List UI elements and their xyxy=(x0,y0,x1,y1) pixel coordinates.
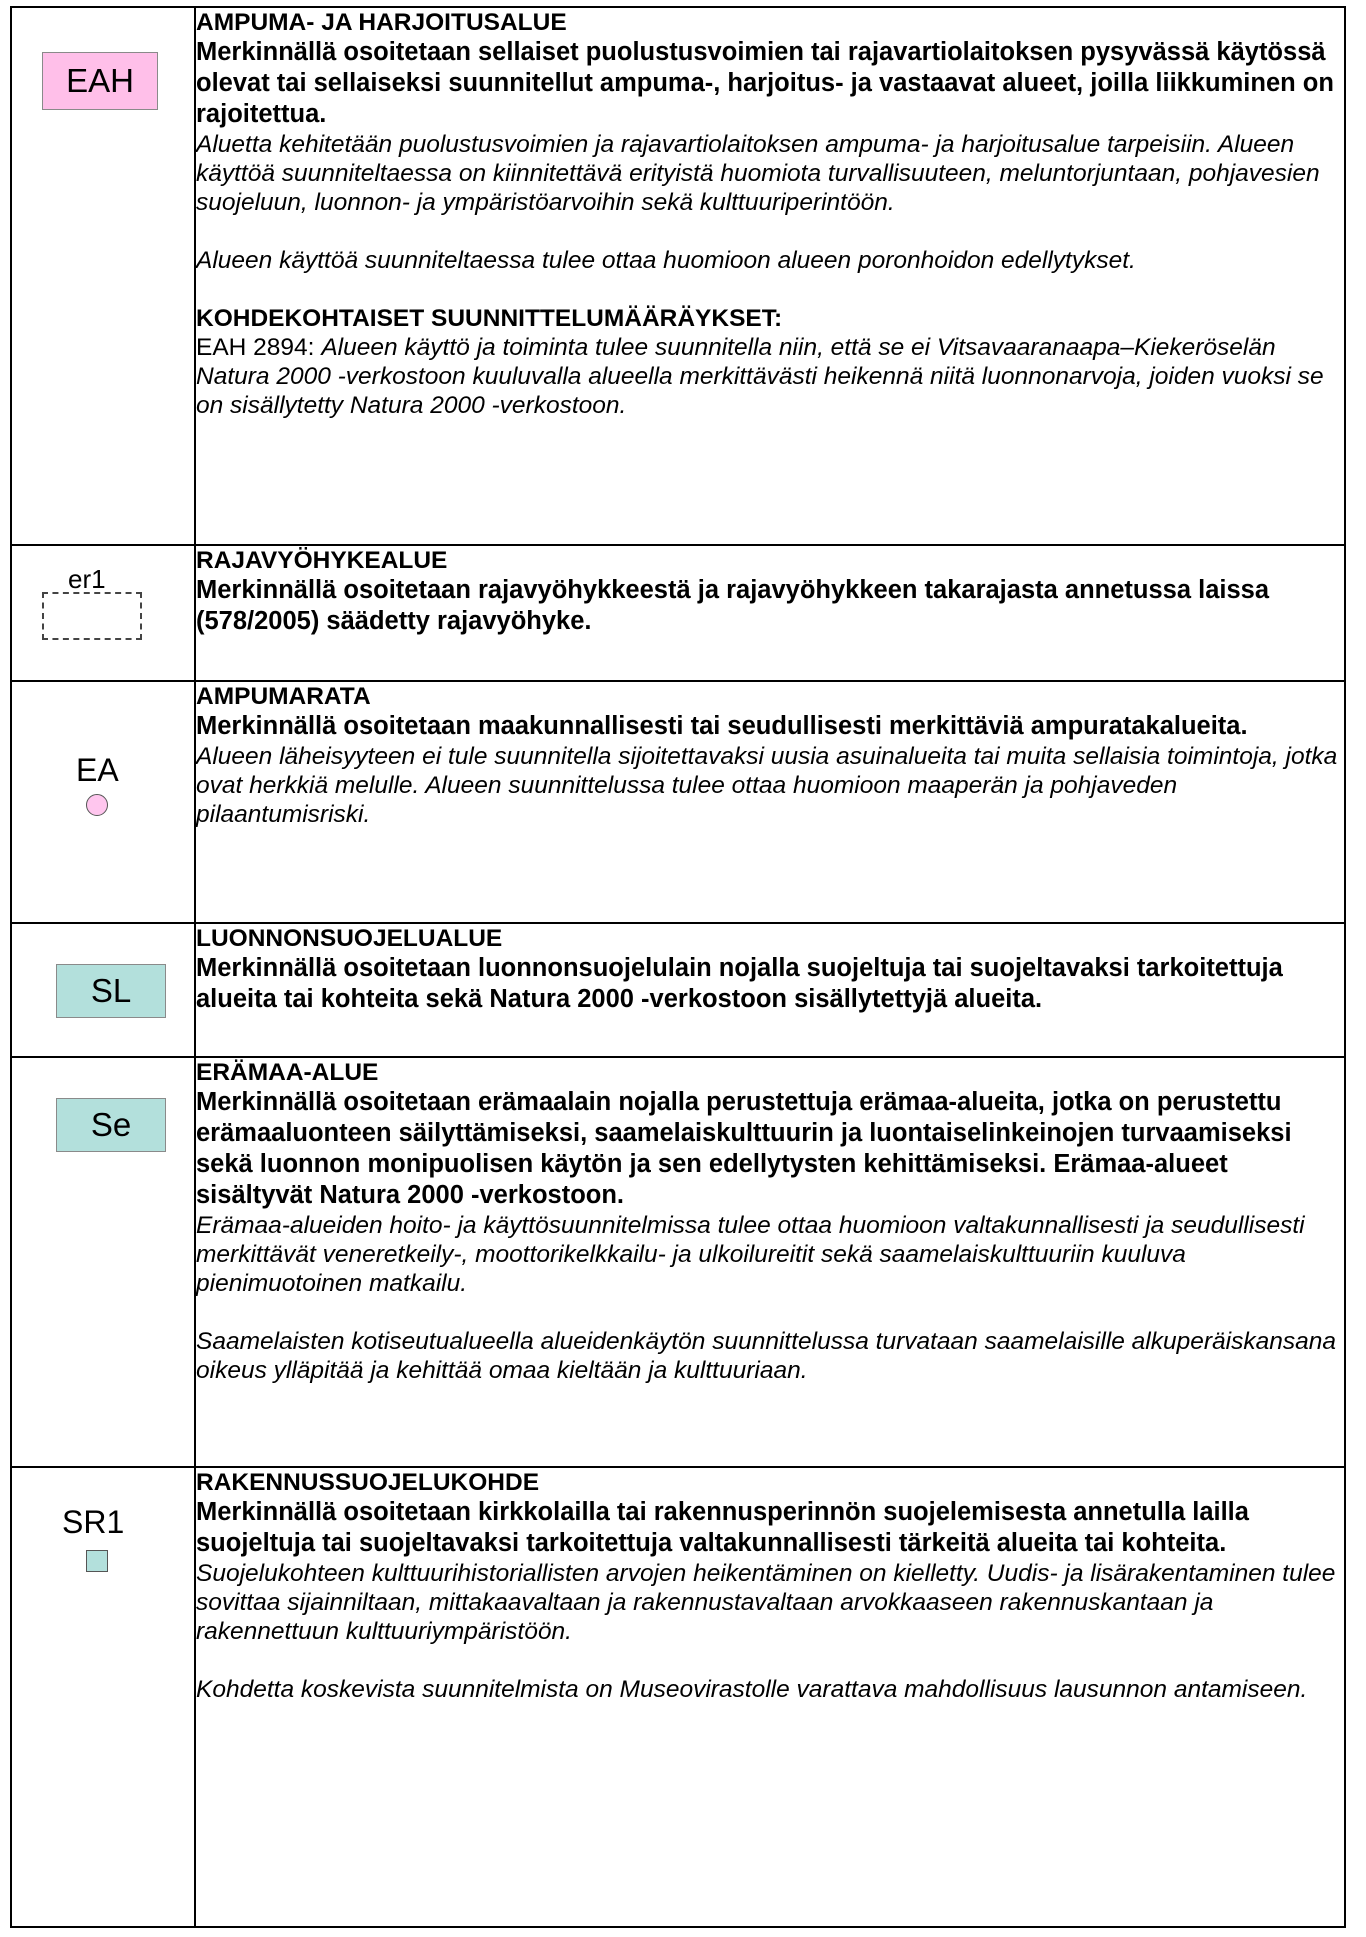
rule-item xyxy=(196,333,1344,420)
se-symbol xyxy=(56,1098,166,1152)
description-cell xyxy=(195,7,1345,545)
ea-symbol-label: EA xyxy=(76,752,119,788)
legend-lead: Merkinnällä osoitetaan luonnonsuojelulain nojalla suojeltuja tai suojeltavaksi tarkoitettuja alueita tai kohteita sekä Natura 2000 -verkostoon sisällytettyjä alueita. xyxy=(196,954,1283,1013)
legend-row-se xyxy=(11,1057,1345,1467)
legend-paragraph: Aluetta kehitetään puolustusvoimien ja rajavartiolaitoksen ampuma- ja harjoitusalue tarpeisiin. Alueen käyttöä suunniteltaessa on kiinnitettävä erityistä huomiota turvallisuuteen, meluntorjuntaan, pohjavesien suojeluun, luonnon- ja ympäristöarvoihin sekä kulttuuriperintöön. xyxy=(196,131,1320,216)
legend-row-ea xyxy=(11,681,1345,923)
legend-heading: RAJAVYÖHYKEALUE xyxy=(196,547,448,574)
legend-heading: LUONNONSUOJELUALUE xyxy=(196,925,503,952)
legend-lead: Merkinnällä osoitetaan maakunnallisesti tai seudullisesti merkittäviä ampuratakalueita. xyxy=(196,712,1248,740)
symbol-cell xyxy=(11,545,195,681)
legend-heading: RAKENNUSSUOJELUKOHDE xyxy=(196,1469,540,1496)
legend-lead: Merkinnällä osoitetaan erämaalain nojalla perustettuja erämaa-alueita, jotka on perustettu erämaaluonteen säilyttämiseksi, saamelaiskulttuurin ja luontaiselinkeinojen turvaamiseksi sekä luonnon monipuolisen käytön ja sen edellytysten kehittämiseksi. Erämaa-alueet sisältyvät Natura 2000 -verkostoon. xyxy=(196,1088,1292,1209)
description-cell xyxy=(195,1467,1345,1927)
symbol-label: Se xyxy=(90,1106,132,1143)
legend-table xyxy=(10,6,1346,1928)
legend-paragraph: Erämaa-alueiden hoito- ja käyttösuunnitelmissa tulee ottaa huomioon valtakunnallisesti ja seudullisesti merkittävät veneretkeily-, moottorikelkkailu- ja ulkoilureitit sekä saamelaiskulttuuriin kuuluva pienimuotoinen matkailu. xyxy=(196,1212,1305,1297)
legend-row-er1 xyxy=(11,545,1345,681)
rule-code: EAH 2894: xyxy=(196,334,322,361)
symbol-label: SL xyxy=(90,972,132,1009)
legend-paragraph: Saamelaisten kotiseutualueella alueidenkäytön suunnittelussa turvataan saamelaisille alkuperäiskansana oikeus ylläpitää ja kehittää omaa kieltään ja kulttuuriaan. xyxy=(196,1328,1336,1384)
sr1-square-symbol xyxy=(86,1550,108,1572)
legend-lead: Merkinnällä osoitetaan kirkkolailla tai rakennusperinnön suojelemisesta annetulla lailla suojeltuja tai suojeltavaksi tarkoitettuja valtakunnallisesti tärkeitä alueita tai kohteita. xyxy=(196,1498,1249,1557)
legend-row-sl xyxy=(11,923,1345,1057)
description-cell xyxy=(195,923,1345,1057)
legend-heading: ERÄMAA-ALUE xyxy=(196,1059,379,1086)
symbol-label: EAH xyxy=(66,62,134,99)
symbol-cell xyxy=(11,923,195,1057)
legend-paragraph: Alueen käyttöä suunniteltaessa tulee ottaa huomioon alueen poronhoidon edellytykset. xyxy=(196,247,1136,274)
symbol-cell xyxy=(11,1467,195,1927)
description-cell xyxy=(195,681,1345,923)
er1-dashed-symbol xyxy=(42,592,142,640)
legend-row-sr1 xyxy=(11,1467,1345,1927)
er1-symbol-label: er1 xyxy=(68,564,106,594)
legend-paragraph: Alueen läheisyyteen ei tule suunnitella sijoitettavaksi uusia asuinalueita tai muita sellaisia toimintoja, jotka ovat herkkiä melulle. Alueen suunnittelussa tulee ottaa huomioon maaperän ja pohjaveden pilaantumisriski. xyxy=(196,743,1338,828)
rule-text: Alueen käyttö ja toiminta tulee suunnitella niin, että se ei Vitsavaaranaapa–Kiekeröselän Natura 2000 -verkostoon kuuluvalla alueella merkittävästi heikennä niitä luonnonarvoja, joiden vuoksi se on sisällytetty Natura 2000 -verkostoon. xyxy=(196,334,1324,419)
sr1-symbol-label: SR1 xyxy=(62,1504,125,1540)
legend-heading: AMPUMARATA xyxy=(196,683,371,710)
eah-symbol xyxy=(42,52,158,110)
legend-lead: Merkinnällä osoitetaan sellaiset puolustusvoimien tai rajavartiolaitoksen pysyvässä käytössä olevat tai sellaiseksi suunnitellut ampuma-, harjoitus- ja vastaavat alueet, joilla liikkuminen on rajoitettua. xyxy=(196,38,1334,128)
symbol-cell xyxy=(11,7,195,545)
rules-heading: KOHDEKOHTAISET SUUNNITTELUMÄÄRÄYKSET: xyxy=(196,305,783,332)
sl-symbol xyxy=(56,964,166,1018)
legend-lead: Merkinnällä osoitetaan rajavyöhykkeestä ja rajavyöhykkeen takarajasta annetussa laissa (578/2005) säädetty rajavyöhyke. xyxy=(196,576,1270,635)
legend-heading: AMPUMA- JA HARJOITUSALUE xyxy=(196,9,567,36)
description-cell xyxy=(195,545,1345,681)
legend-row-eah xyxy=(11,7,1345,545)
legend-paragraph: Suojelukohteen kulttuurihistoriallisten arvojen heikentäminen on kielletty. Uudis- ja lisärakentaminen tulee sovittaa sijainniltaan, mittakaavaltaan ja rakennustavaltaan arvokkaaseen rakennuskantaan ja rakennettuun kulttuuriympäristöön. xyxy=(196,1560,1336,1645)
symbol-cell xyxy=(11,1057,195,1467)
symbol-cell xyxy=(11,681,195,923)
legend-paragraph: Kohdetta koskevista suunnitelmista on Museovirastolle varattava mahdollisuus lausunnon antamiseen. xyxy=(196,1676,1308,1703)
description-cell xyxy=(195,1057,1345,1467)
ea-circle-symbol xyxy=(86,794,108,816)
